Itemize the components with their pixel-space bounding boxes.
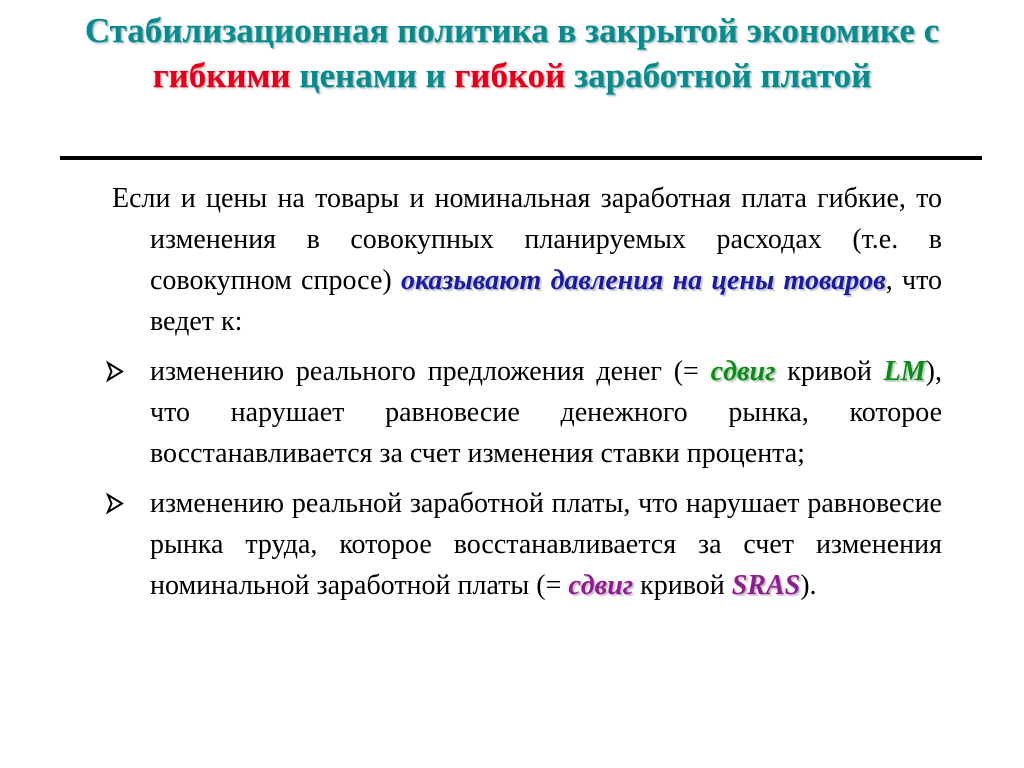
arrow-right-outline-icon xyxy=(104,351,130,392)
bullet-item-real-wage xyxy=(112,483,942,606)
title-part-3: заработной платой xyxy=(565,56,872,95)
bullet1-text-1: изменению реального предложения денег (= xyxy=(150,356,711,387)
title-highlight-flexible-wage: гибкой xyxy=(454,56,566,95)
bullet1-text-2: кривой xyxy=(775,356,884,387)
slide-body xyxy=(112,178,942,615)
slide-title xyxy=(40,8,984,98)
title-divider xyxy=(60,156,982,160)
bullet-item-money-supply xyxy=(112,351,942,474)
title-part-1: Стабилизационная политика в закрытой экономике с xyxy=(84,11,940,50)
title-highlight-flexible-prices: гибкими xyxy=(152,56,291,95)
bullet2-emphasis-shift: сдвиг xyxy=(568,570,634,601)
bullet2-text-1: изменению реальной заработной платы, что нарушает равновесие рынка труда, которое восстанавливается за счет изменения номинальной заработной платы (= xyxy=(150,488,942,601)
bullet1-emphasis-lm: LM xyxy=(883,356,926,387)
bullet2-emphasis-sras: SRAS xyxy=(731,570,801,601)
intro-emphasis: оказывают давления на цены товаров xyxy=(400,265,886,296)
bullet1-text-3: ), что нарушает равновесие денежного рынка, которое восстанавливается за счет изменения ставки процента; xyxy=(150,356,942,469)
bullet2-text-3: ). xyxy=(800,570,817,601)
intro-paragraph xyxy=(112,178,942,342)
intro-text-2: , что ведет к: xyxy=(150,265,942,337)
bullet2-text-2: кривой xyxy=(633,570,732,601)
bullet1-emphasis-shift: сдвиг xyxy=(710,356,776,387)
title-part-2: ценами и xyxy=(290,56,455,95)
intro-text-1: Если и цены на товары и номинальная заработная плата гибкие, то изменения в совокупных планируемых расходах (т.е. в совокупном спросе) xyxy=(112,183,942,296)
arrow-right-outline-icon xyxy=(104,483,130,524)
